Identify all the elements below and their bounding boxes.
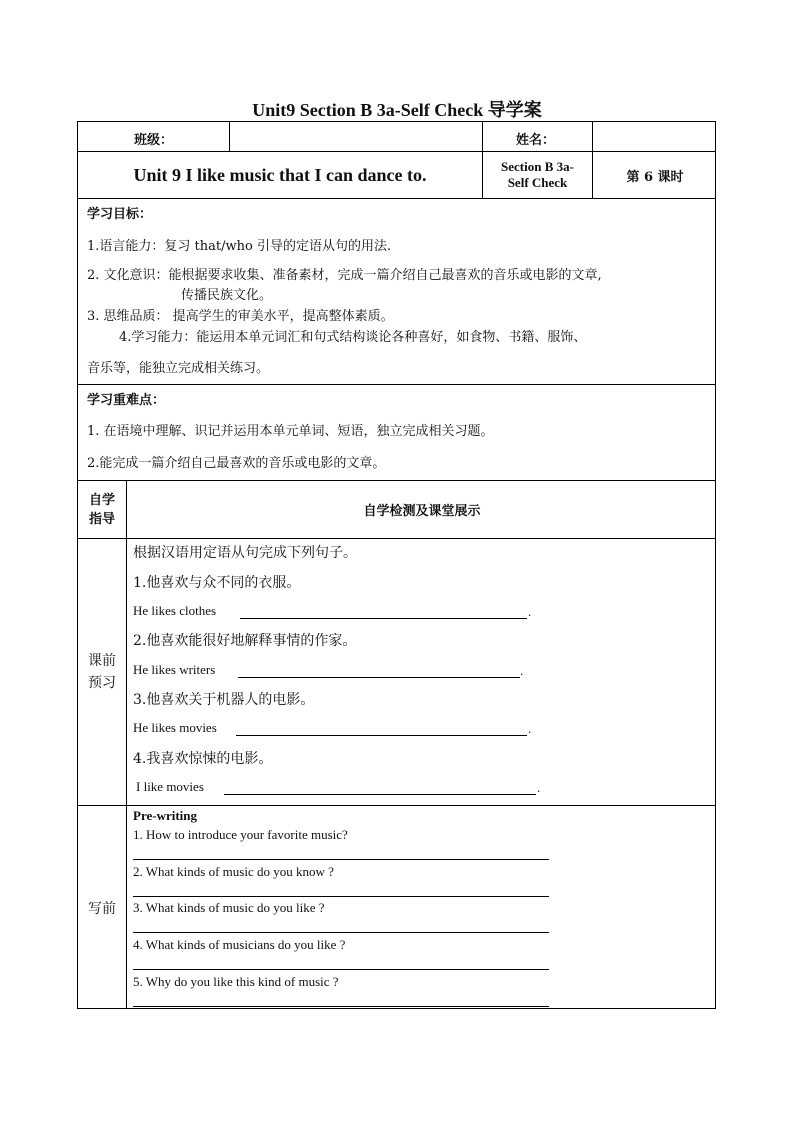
answer-blank[interactable] (236, 735, 527, 736)
preview-label (78, 539, 126, 805)
objective-item: 3. 思维品质： 提高学生的审美水平，提高整体素质。 (87, 309, 394, 324)
key-point-item: 2.能完成一篇介绍自己最喜欢的音乐或电影的文章。 (87, 456, 386, 471)
answer-line[interactable] (133, 1006, 549, 1007)
unit-title: Unit 9 I like music that I can dance to. (133, 164, 427, 185)
prewriting-question: 1. How to introduce your favorite music? (133, 827, 348, 842)
prewriting-question: 3. What kinds of music do you like ? (133, 900, 325, 915)
prewriting-label: 写前 (88, 900, 116, 917)
section-line-1: Section B 3a- (501, 159, 574, 174)
row-divider (78, 198, 715, 199)
preview-item-en: He likes writers (133, 662, 216, 677)
preview-item-en: He likes movies (133, 720, 217, 735)
objective-item: 音乐等，能独立完成相关练习。 (87, 361, 270, 376)
answer-line[interactable] (133, 932, 549, 933)
prewriting-question: 2. What kinds of music do you know ? (133, 864, 334, 879)
answer-line[interactable] (133, 969, 549, 970)
row-divider (78, 538, 715, 539)
preview-line-2: 预习 (88, 675, 116, 691)
self-study-line-2: 指导 (88, 511, 115, 527)
class-field[interactable] (231, 124, 479, 149)
period: . (537, 780, 541, 795)
period: . (528, 604, 532, 619)
objective-item: 4.学习能力：能运用本单元词汇和句式结构谈论各种喜好，如食物、书籍、服饰、 (119, 330, 587, 345)
preview-instruction: 根据汉语用定语从句完成下列句子。 (133, 545, 357, 561)
section-line-2: Self Check (507, 175, 568, 190)
answer-blank[interactable] (224, 794, 536, 795)
page-title: Unit9 Section B 3a-Self Check 导学案 (252, 100, 542, 120)
col-divider (229, 122, 230, 151)
lesson-number: 第 6 课时 (626, 169, 684, 185)
period: . (528, 721, 532, 736)
preview-item-cn: 4.我喜欢惊悚的电影。 (133, 751, 273, 767)
preview-item-cn: 1.他喜欢与众不同的衣服。 (133, 575, 301, 591)
preview-item-cn: 2.他喜欢能很好地解释事情的作家。 (133, 633, 357, 649)
prewriting-heading: Pre-writing (133, 808, 198, 823)
preview-line-1: 课前 (88, 653, 116, 669)
prewriting-question: 4. What kinds of musicians do you like ? (133, 937, 346, 952)
answer-line[interactable] (133, 896, 549, 897)
row-divider (78, 384, 715, 385)
key-points-heading: 学习重难点： (87, 393, 166, 408)
prewriting-question: 5. Why do you like this kind of music ? (133, 974, 339, 989)
answer-blank[interactable] (238, 677, 520, 678)
class-label: 班级： (134, 133, 174, 148)
study-guide-table (77, 121, 716, 1009)
objective-item: 2. 文化意识：能根据要求收集、准备素材，完成一篇介绍自己最喜欢的音乐或电影的文章, (87, 268, 602, 283)
self-study-line-1: 自学 (88, 492, 115, 508)
objectives-heading: 学习目标： (87, 207, 153, 222)
section-heading: 自学检测及课堂展示 (363, 504, 481, 519)
objective-item: 1.语言能力：复习 that/who 引导的定语从句的用法. (87, 239, 392, 254)
preview-item-cn: 3.他喜欢关于机器人的电影。 (133, 692, 315, 708)
answer-line[interactable] (133, 859, 549, 860)
col-divider (126, 480, 127, 1009)
self-study-label (78, 481, 126, 538)
name-field[interactable] (594, 124, 714, 149)
period: . (520, 663, 524, 678)
key-point-item: 1. 在语境中理解、识记并运用本单元单词、短语，独立完成相关习题。 (87, 424, 494, 439)
preview-item-en: I like movies (136, 779, 204, 794)
answer-blank[interactable] (240, 618, 527, 619)
name-label: 姓名： (516, 133, 556, 148)
preview-item-en: He likes clothes (133, 603, 217, 618)
row-divider (78, 805, 715, 806)
section-cell (483, 152, 592, 198)
objective-item: 传播民族文化。 (181, 288, 273, 303)
